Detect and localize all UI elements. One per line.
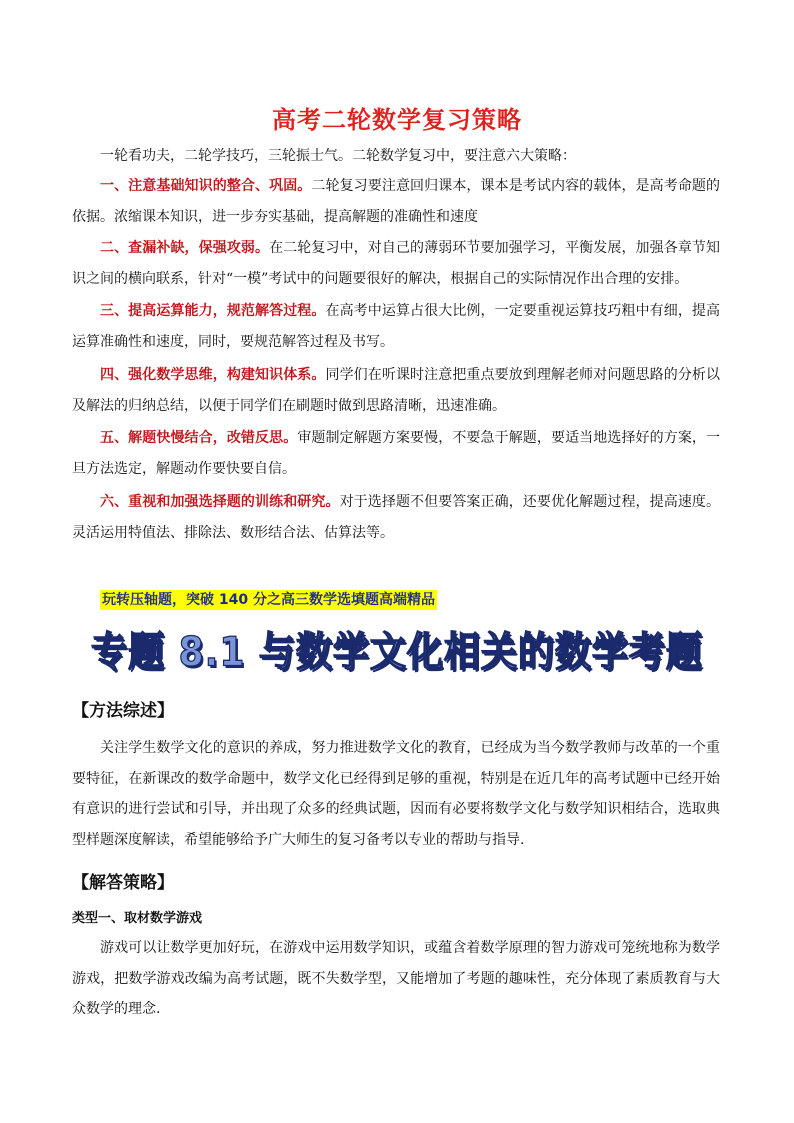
strategy-2-heading: 二、查漏补缺，保强攻弱。 bbox=[100, 240, 270, 256]
strategy-6-heading: 六、重视和加强选择题的训练和研究。 bbox=[100, 494, 340, 510]
strategy-4-body: 同学们在听课时注意把重点要放到理解老师对问题思路的分析以及解法的归纳总结，以便于同学们在刷题时做到思路清晰，迅速准确。 bbox=[72, 367, 721, 414]
strategy-5-heading: 五、解题快慢结合，改错反思。 bbox=[100, 430, 298, 446]
topic-title: 专题 8.1 与数学文化相关的数学考题 bbox=[91, 629, 703, 676]
strategy-3-heading: 三、提高运算能力，规范解答过程。 bbox=[100, 303, 326, 319]
strategy-1 bbox=[72, 171, 720, 232]
strategy-5-body: 审题制定解题方案要慢，不要急于解题，要适当地选择好的方案，一旦方法选定，解题动作要快要自信。 bbox=[72, 430, 721, 477]
strategy-4 bbox=[72, 360, 720, 421]
strategy-heading: 【解答策略】 bbox=[72, 873, 174, 893]
strategy-6 bbox=[72, 487, 720, 548]
strategy-3 bbox=[72, 296, 720, 357]
strategy-1-heading: 一、注意基础知识的整合、巩固。 bbox=[100, 178, 312, 194]
strategy-1-body: 二轮复习要注意回归课本，课本是考试内容的载体，是高考命题的依据。浓缩课本知识，进一步夯实基础，提高解题的准确性和速度 bbox=[72, 178, 721, 225]
type-1-heading: 类型一、取材数学游戏 bbox=[72, 911, 203, 926]
method-paragraph: 关注学生数学文化的意识的养成，努力推进数学文化的教育，已经成为当今数学教师与改革的一个重要特征，在新课改的数学命题中，数学文化已经得到足够的重视，特别是在近几年的高考试题中已经开始有意识的进行尝试和引导，并出现了众多的经典试题，因而有必要将数学文化与数学知识相结合，选取典型样题深度解读，希望能够给予广大师生的复习备考以专业的帮助与指导. bbox=[72, 740, 720, 848]
strategy-2-body: 在二轮复习中，对自己的薄弱环节要加强学习，平衡发展，加强各章节知识之间的横向联系，针对“一模”考试中的问题要很好的解决，根据自己的实际情况作出合理的安排。 bbox=[72, 240, 721, 287]
strategy-3-body: 在高考中运算占很大比例，一定要重视运算技巧粗中有细，提高运算准确性和速度，同时，要规范解答过程及书写。 bbox=[72, 303, 721, 350]
strategy-4-heading: 四、强化数学思维，构建知识体系。 bbox=[100, 367, 326, 383]
intro-paragraph: 一轮看功夫，二轮学技巧，三轮振士气。二轮数学复习中，要注意六大策略： bbox=[100, 148, 576, 164]
document-title: 高考二轮数学复习策略 bbox=[272, 106, 522, 134]
type-1-paragraph: 游戏可以让数学更加好玩，在游戏中运用数学知识，或蕴含着数学原理的智力游戏可笼统地称为数学游戏，把数学游戏改编为高考试题，既不失数学型，又能增加了考题的趣味性，充分体现了素质教育与大众数学的理念. bbox=[72, 940, 720, 1017]
strategy-6-body: 对于选择题不但要答案正确，还要优化解题过程，提高速度。灵活运用特值法、排除法、数形结合法、估算法等。 bbox=[72, 494, 721, 541]
highlight-banner: 玩转压轴题，突破 140 分之高三数学选填题高端精品 bbox=[102, 592, 435, 608]
method-heading: 【方法综述】 bbox=[72, 701, 174, 721]
strategy-2 bbox=[72, 233, 720, 294]
strategy-5 bbox=[72, 423, 720, 484]
